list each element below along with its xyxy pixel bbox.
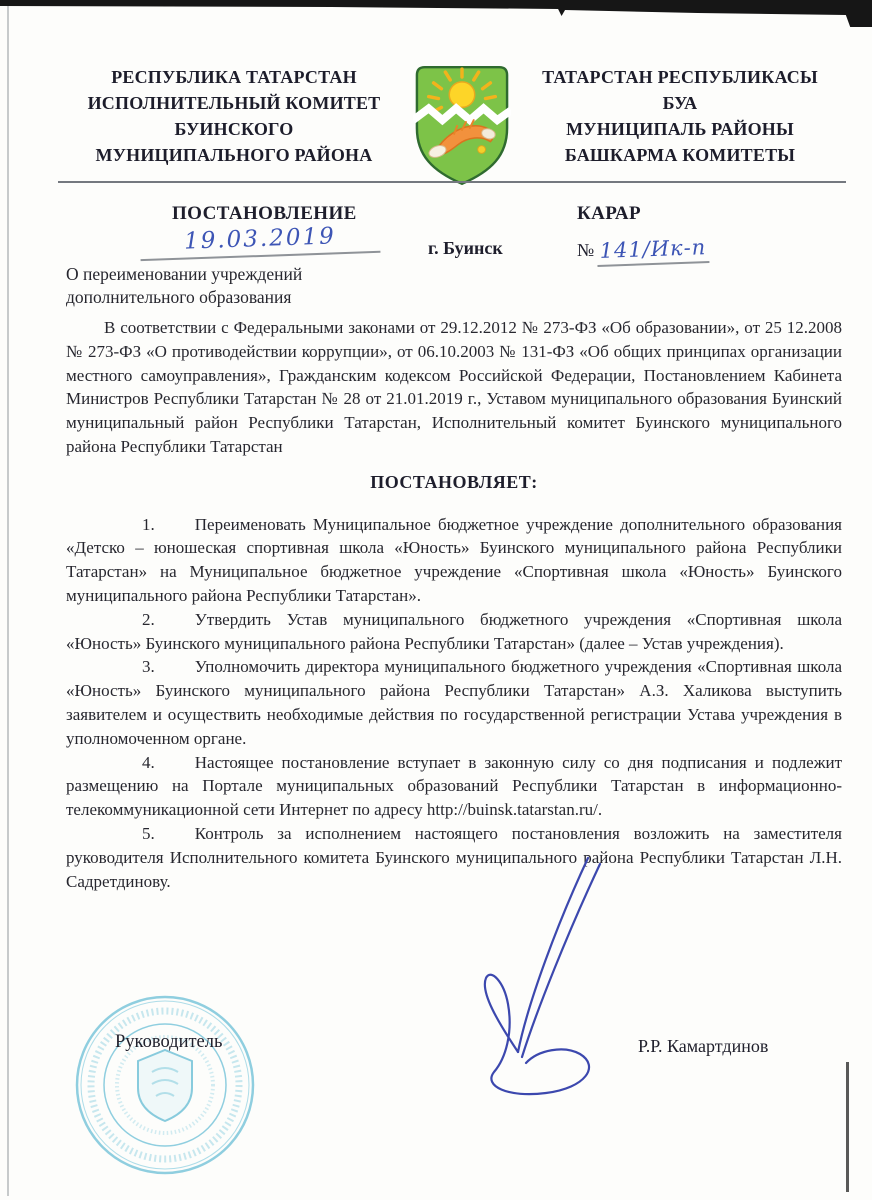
handwritten-number: 141/Ик-п [597,235,710,267]
item-number: 5. [142,823,155,843]
resolution-item-1 [66,513,842,608]
document-number [577,237,709,265]
scan-edge-left [7,6,9,1196]
org-line: ТАТАРСТАН РЕСПУБЛИКАСЫ [542,67,818,87]
resolution-item-3 [66,655,842,750]
item-text: Переименовать Муниципальное бюджетное учреждение дополнительного образования «Детско – юношеская спортивная школа «Юность» Буинского муниципального района Республики Татарстан» на Муниципальное бюджетное учреждение «Спортивная школа «Юность» Буинского муниципального района Республики Татарстан». [66,514,842,605]
org-line: МУНИЦИПАЛЬ РАЙОНЫ [566,119,794,139]
handwritten-date: 19.03.2019 [140,222,381,261]
round-seal-stamp-icon [72,992,258,1183]
resolution-item-2 [66,608,842,656]
org-line: РЕСПУБЛИКА ТАТАРСТАН [111,67,357,87]
scan-edge-right [846,1062,849,1192]
resolution-heading: ПОСТАНОВЛЯЕТ: [370,471,538,492]
resolution-item-4 [66,751,842,822]
item-number: 2. [142,609,155,629]
document-subject: О переименовании учреждений дополнительного образования [66,264,303,307]
buinsk-coat-of-arms-icon [408,62,516,187]
signatory-position: Руководитель [115,1032,223,1052]
item-number: 3. [142,657,155,677]
scan-edge-top [0,0,872,30]
preamble-paragraph: В соответствии с Федеральными законами от 29.12.2012 № 273-ФЗ «Об образовании», от 25 12.2008 № 273-ФЗ «О противодействии коррупции», от 06.10.2003 № 131-ФЗ «Об общих принципах организации местного самоуправления», Гражданским кодексом Российской Федерации, Постановлением Кабинета Министров Республики Татарстан № 28 от 21.01.2019 г., Уставом муниципального образования Буинский муниципальный район Республики Татарстан, Исполнительный комитет Буинского муниципального района Республики Татарстан [66,318,842,456]
number-sign: № [577,240,595,260]
item-number: 4. [142,752,155,772]
doc-type-russian: ПОСТАНОВЛЕНИЕ [172,203,357,224]
item-number: 1. [142,514,155,534]
org-line: БАШКАРМА КОМИТЕТЫ [564,145,796,165]
org-line: МУНИЦИПАЛЬНОГО РАЙОНА [95,145,373,165]
letterhead-divider [58,181,846,183]
org-name-russian [60,62,408,168]
org-name-tatar [516,62,844,168]
document-body [66,316,842,893]
org-line: БУИНСКОГО [174,119,294,139]
item-text: Контроль за исполнением настоящего постановления возложить на заместителя руководителя Исполнительного комитета Буинского муниципального района Республики Татарстан Л.Н. Садретдинову. [66,823,842,891]
handwritten-signature-icon [428,852,638,1122]
item-text: Утвердить Устав муниципального бюджетного учреждения «Спортивная школа «Юность» Буинского муниципального района Республики Татарстан» (далее – Устав учреждения). [66,609,842,653]
signatory-name: Р.Р. Камартдинов [638,1036,769,1056]
letterhead [60,62,844,187]
item-text: Уполномочить директора муниципального бюджетного учреждения «Спортивная школа «Юность» Буинского муниципального района Республики Татарстан» А.З. Халикова выступить заявителем и осуществить необходимые действия по государственной регистрации Устава учреждения в уполномоченном органе. [66,657,842,748]
org-line: ИСПОЛНИТЕЛЬНЫЙ КОМИТЕТ [87,93,381,113]
item-text: Настоящее постановление вступает в законную силу со дня подписания и подлежит размещению на Портале муниципальных образований Республики Татарстан в информационно-телекоммуникационной сети Интернет по адресу http://buinsk.tatarstan.ru/. [66,752,842,820]
org-line: БУА [662,93,698,113]
doc-type-tatar: КАРАР [577,203,642,224]
place-name: г. Буинск [428,238,503,258]
